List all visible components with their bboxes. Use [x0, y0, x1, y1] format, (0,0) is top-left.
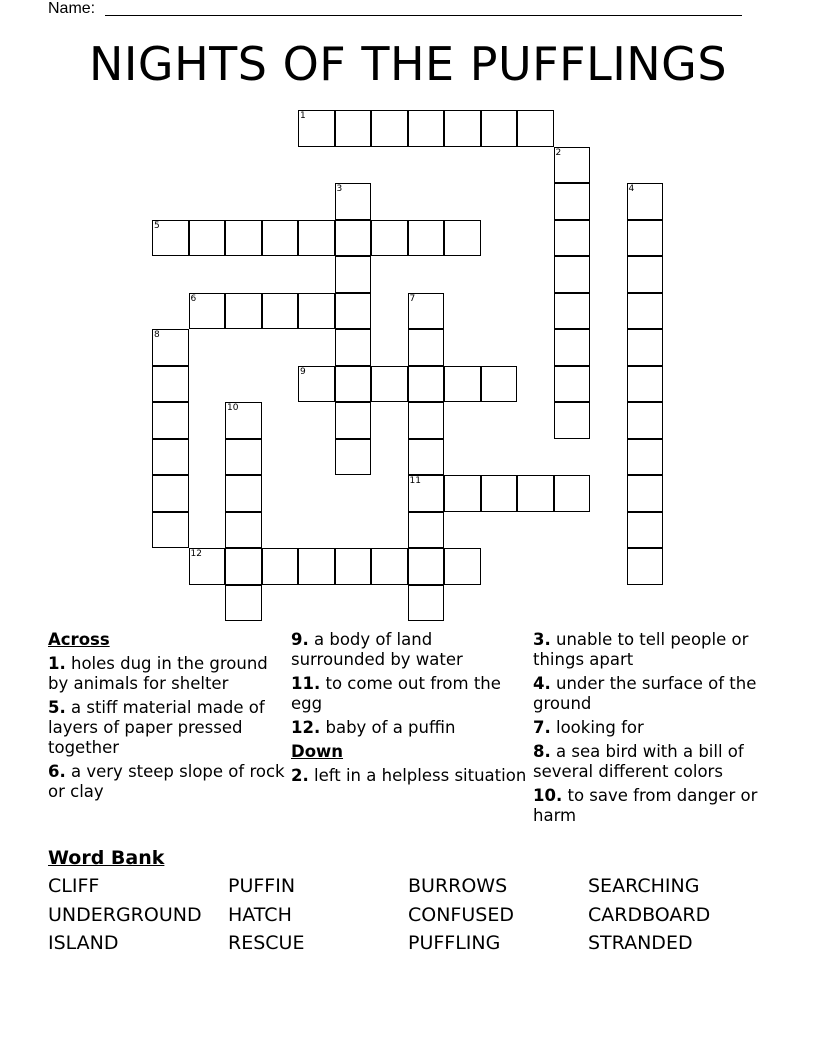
clue-down-4: 4. under the surface of the ground — [533, 674, 757, 713]
grid-cell[interactable] — [189, 220, 226, 257]
grid-cell[interactable] — [408, 366, 445, 403]
grid-cell[interactable] — [298, 548, 335, 585]
grid-cell[interactable] — [335, 220, 372, 257]
clue-number: 5 — [154, 220, 160, 231]
word-bank-word: CLIFF — [48, 875, 100, 897]
grid-cell[interactable] — [408, 220, 445, 257]
clue-number: 2 — [555, 147, 562, 158]
grid-cell[interactable] — [444, 366, 481, 403]
grid-cell[interactable] — [335, 293, 372, 330]
grid-cell[interactable] — [152, 329, 189, 366]
grid-cell[interactable] — [408, 110, 445, 147]
down-heading: Down — [291, 742, 344, 761]
grid-cell[interactable] — [335, 439, 372, 476]
clue-across-9: 9. a body of land surrounded by water — [291, 630, 463, 669]
grid-cell[interactable] — [444, 548, 481, 585]
grid-cell[interactable] — [152, 402, 189, 439]
grid-cell[interactable] — [371, 548, 408, 585]
clue-across-1: 1. holes dug in the ground by animals for shelter — [48, 654, 268, 693]
word-bank-word: BURROWS — [408, 875, 508, 897]
clue-down-8: 8. a sea bird with a bill of several different colors — [533, 742, 744, 781]
word-bank-word: HATCH — [228, 904, 292, 926]
clue-number: 6 — [190, 293, 197, 304]
clue-number: 3 — [336, 184, 343, 194]
grid-cell[interactable] — [554, 366, 591, 403]
grid-cell[interactable] — [627, 439, 664, 476]
grid-cell[interactable] — [627, 220, 664, 257]
word-bank-title: Word Bank — [48, 847, 165, 869]
grid-cell[interactable] — [335, 256, 372, 293]
grid-cell[interactable] — [225, 402, 262, 439]
grid-cell[interactable] — [554, 329, 591, 366]
word-bank-word: CONFUSED — [408, 904, 514, 926]
clues-column-1 — [48, 630, 288, 806]
word-bank-word: SEARCHING — [588, 875, 700, 897]
grid-cell[interactable] — [408, 585, 445, 622]
grid-cell[interactable] — [335, 110, 372, 147]
clue-number: 8 — [154, 330, 160, 340]
grid-cell[interactable] — [481, 475, 518, 512]
grid-cell[interactable] — [408, 293, 445, 330]
grid-cell[interactable] — [627, 329, 664, 366]
grid-cell[interactable] — [444, 475, 481, 512]
word-bank-word: UNDERGROUND — [48, 904, 202, 926]
grid-cell[interactable] — [408, 402, 445, 439]
grid-cell[interactable] — [189, 293, 226, 330]
grid-cell[interactable] — [554, 183, 591, 220]
clue-across-12: 12. baby of a puffin — [291, 718, 456, 737]
grid-cell[interactable] — [298, 110, 335, 147]
grid-cell[interactable] — [189, 548, 226, 585]
grid-cell[interactable] — [408, 439, 445, 476]
clue-number: 12 — [190, 549, 202, 559]
grid-cell[interactable] — [627, 402, 664, 439]
grid-cell[interactable] — [335, 366, 372, 403]
clue-down-7: 7. looking for — [533, 718, 644, 737]
grid-cell[interactable] — [371, 366, 408, 403]
grid-cell[interactable] — [627, 256, 664, 293]
across-heading: Across — [48, 630, 110, 649]
grid-cell[interactable] — [627, 512, 664, 549]
clue-number: 7 — [409, 293, 416, 304]
clues-column-2 — [291, 630, 531, 790]
grid-cell[interactable] — [554, 147, 591, 184]
word-bank-word: CARDBOARD — [588, 904, 711, 926]
grid-cell[interactable] — [444, 110, 481, 147]
grid-cell[interactable] — [444, 220, 481, 257]
clue-down-10: 10. to save from danger or harm — [533, 786, 758, 825]
grid-cell[interactable] — [371, 220, 408, 257]
word-bank-word: ISLAND — [48, 932, 119, 954]
grid-cell[interactable] — [554, 256, 591, 293]
grid-cell[interactable] — [298, 366, 335, 403]
grid-cell[interactable] — [554, 402, 591, 439]
grid-cell[interactable] — [627, 548, 664, 585]
grid-cell[interactable] — [225, 293, 262, 330]
grid-cell[interactable] — [298, 220, 335, 257]
grid-cell[interactable] — [225, 585, 262, 622]
grid-cell[interactable] — [225, 512, 262, 549]
grid-cell[interactable] — [152, 366, 189, 403]
word-bank-word: STRANDED — [588, 932, 693, 954]
grid-cell[interactable] — [335, 402, 372, 439]
grid-cell[interactable] — [554, 293, 591, 330]
grid-cell[interactable] — [481, 110, 518, 147]
grid-cell[interactable] — [335, 183, 372, 220]
grid-cell[interactable] — [517, 110, 554, 147]
clues-column-3 — [533, 630, 773, 830]
clue-number: 9 — [300, 366, 306, 377]
grid-cell[interactable] — [152, 512, 189, 549]
clue-across-11: 11. to come out from the egg — [291, 674, 501, 713]
grid-cell[interactable] — [627, 475, 664, 512]
grid-cell[interactable] — [554, 220, 591, 257]
grid-cell[interactable] — [627, 183, 664, 220]
puzzle-title: NIGHTS OF THE PUFFLINGS — [88, 37, 728, 91]
grid-cell[interactable] — [517, 475, 554, 512]
word-bank-word: PUFFLING — [408, 932, 501, 954]
grid-cell[interactable] — [152, 475, 189, 512]
word-bank-word: PUFFIN — [228, 875, 296, 897]
word-bank-word: RESCUE — [228, 932, 305, 954]
grid-cell[interactable] — [371, 110, 408, 147]
grid-cell[interactable] — [335, 548, 372, 585]
clue-across-5: 5. a stiff material made of layers of paper pressed together — [48, 698, 265, 757]
clue-across-6: 6. a very steep slope of rock or clay — [48, 762, 285, 801]
clue-number: 11 — [409, 476, 421, 486]
grid-cell[interactable] — [408, 329, 445, 366]
grid-cell[interactable] — [225, 548, 262, 585]
grid-cell[interactable] — [408, 512, 445, 549]
grid-cell[interactable] — [262, 220, 299, 257]
grid-cell[interactable] — [262, 293, 299, 330]
clue-down-3: 3. unable to tell people or things apart — [533, 630, 749, 669]
grid-cell[interactable] — [225, 439, 262, 476]
grid-cell[interactable] — [408, 548, 445, 585]
grid-cell[interactable] — [152, 439, 189, 476]
grid-cell[interactable] — [225, 475, 262, 512]
clue-down-2: 2. left in a helpless situation — [291, 766, 527, 785]
grid-cell[interactable] — [627, 293, 664, 330]
clue-number: 10 — [227, 403, 239, 413]
grid-cell[interactable] — [225, 220, 262, 257]
grid-cell[interactable] — [152, 220, 189, 257]
grid-cell[interactable] — [298, 293, 335, 330]
name-label: Name: — [48, 0, 96, 17]
grid-cell[interactable] — [408, 475, 445, 512]
clue-number: 4 — [628, 184, 635, 194]
grid-cell[interactable] — [335, 329, 372, 366]
grid-cell[interactable] — [554, 475, 591, 512]
grid-cell[interactable] — [262, 548, 299, 585]
clue-number: 1 — [300, 111, 306, 121]
grid-cell[interactable] — [481, 366, 518, 403]
grid-cell[interactable] — [627, 366, 664, 403]
